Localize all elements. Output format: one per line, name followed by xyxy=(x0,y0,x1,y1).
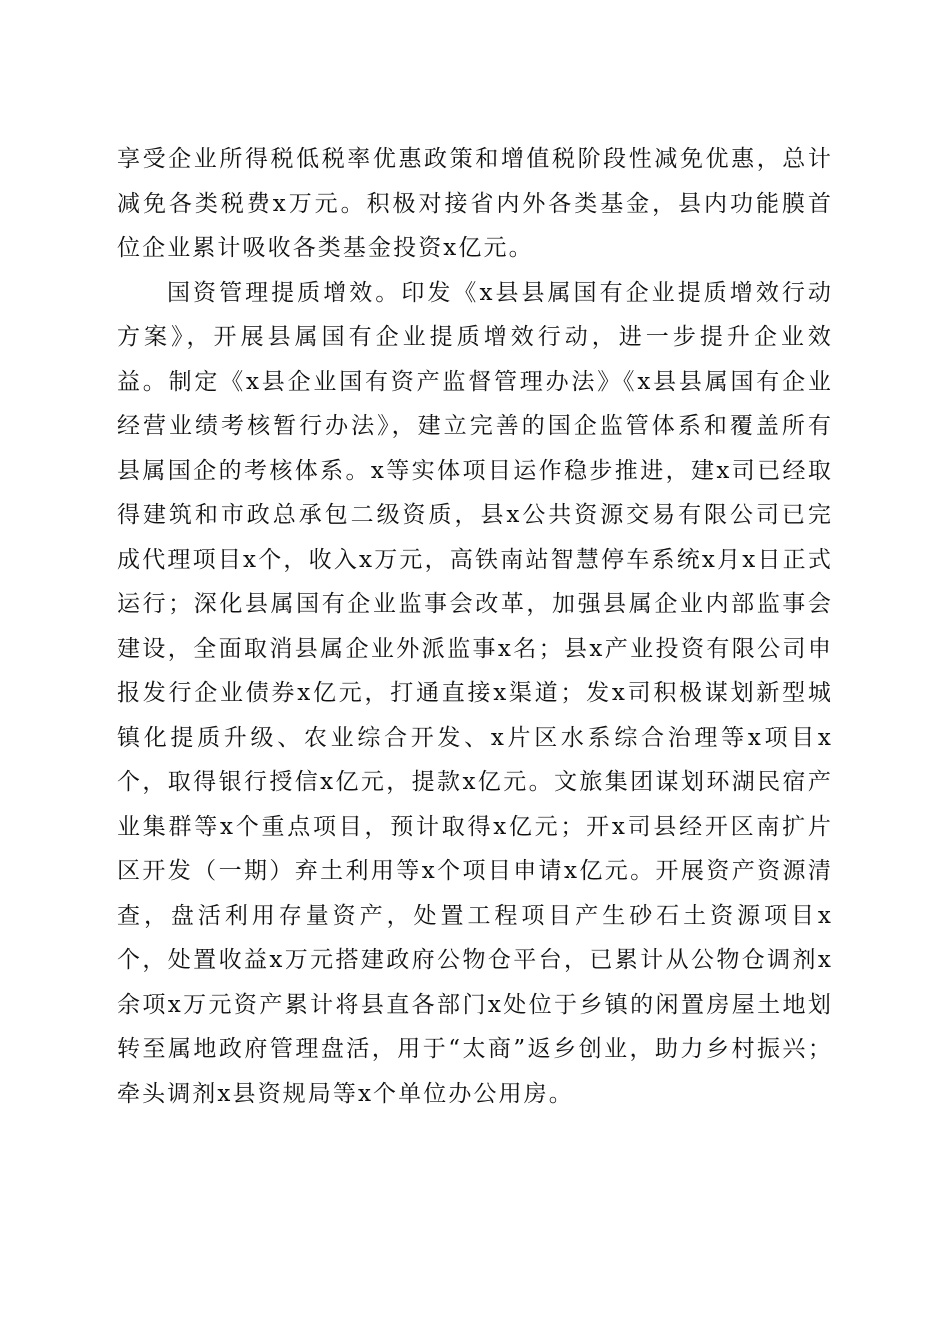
paragraph-tax-relief: 享受企业所得税低税率优惠政策和增值税阶段性减免优惠，总计减免各类税费x万元。积极对接省内外各类基金，县内功能膜首位企业累计吸收各类基金投资x亿元。 xyxy=(117,146,833,261)
paragraph-state-asset-management: 国资管理提质增效。印发《x县县属国有企业提质增效行动方案》，开展县属国有企业提质增效行动，进一步提升企业效益。制定《x县企业国有资产监督管理办法》《x县县属国有企业经营业绩考核暂行办法》，建立完善的国企监管体系和覆盖所有县属国企的考核体系。x等实体项目运作稳步推进，建x司已经取得建筑和市政总承包二级资质，县x公共资源交易有限公司已完成代理项目x个，收入x万元，高铁南站智慧停车系统x月x日正式运行；深化县属国有企业监事会改革，加强县属企业内部监事会建设，全面取消县属企业外派监事x名；县x产业投资有限公司申报发行企业债券x亿元，打通直接x渠道；发x司积极谋划新型城镇化提质升级、农业综合开发、x片区水系综合治理等x项目x个，取得银行授信x亿元，提款x亿元。文旅集团谋划环湖民宿产业集群等x个重点项目，预计取得x亿元；开x司县经开区南扩片区开发（一期）弃土利用等x个项目申请x亿元。开展资产资源清查，盘活利用存量资产，处置工程项目产生砂石土资源项目x个，处置收益x万元搭建政府公物仓平台，已累计从公物仓调剂x余项x万元资产累计将县直各部门x处位于乡镇的闲置房屋土地划转至属地政府管理盘活，用于“太商”返乡创业，助力乡村振兴；牵头调剂x县资规局等x个单位办公用房。 xyxy=(117,279,833,1107)
document-body xyxy=(117,137,833,1116)
